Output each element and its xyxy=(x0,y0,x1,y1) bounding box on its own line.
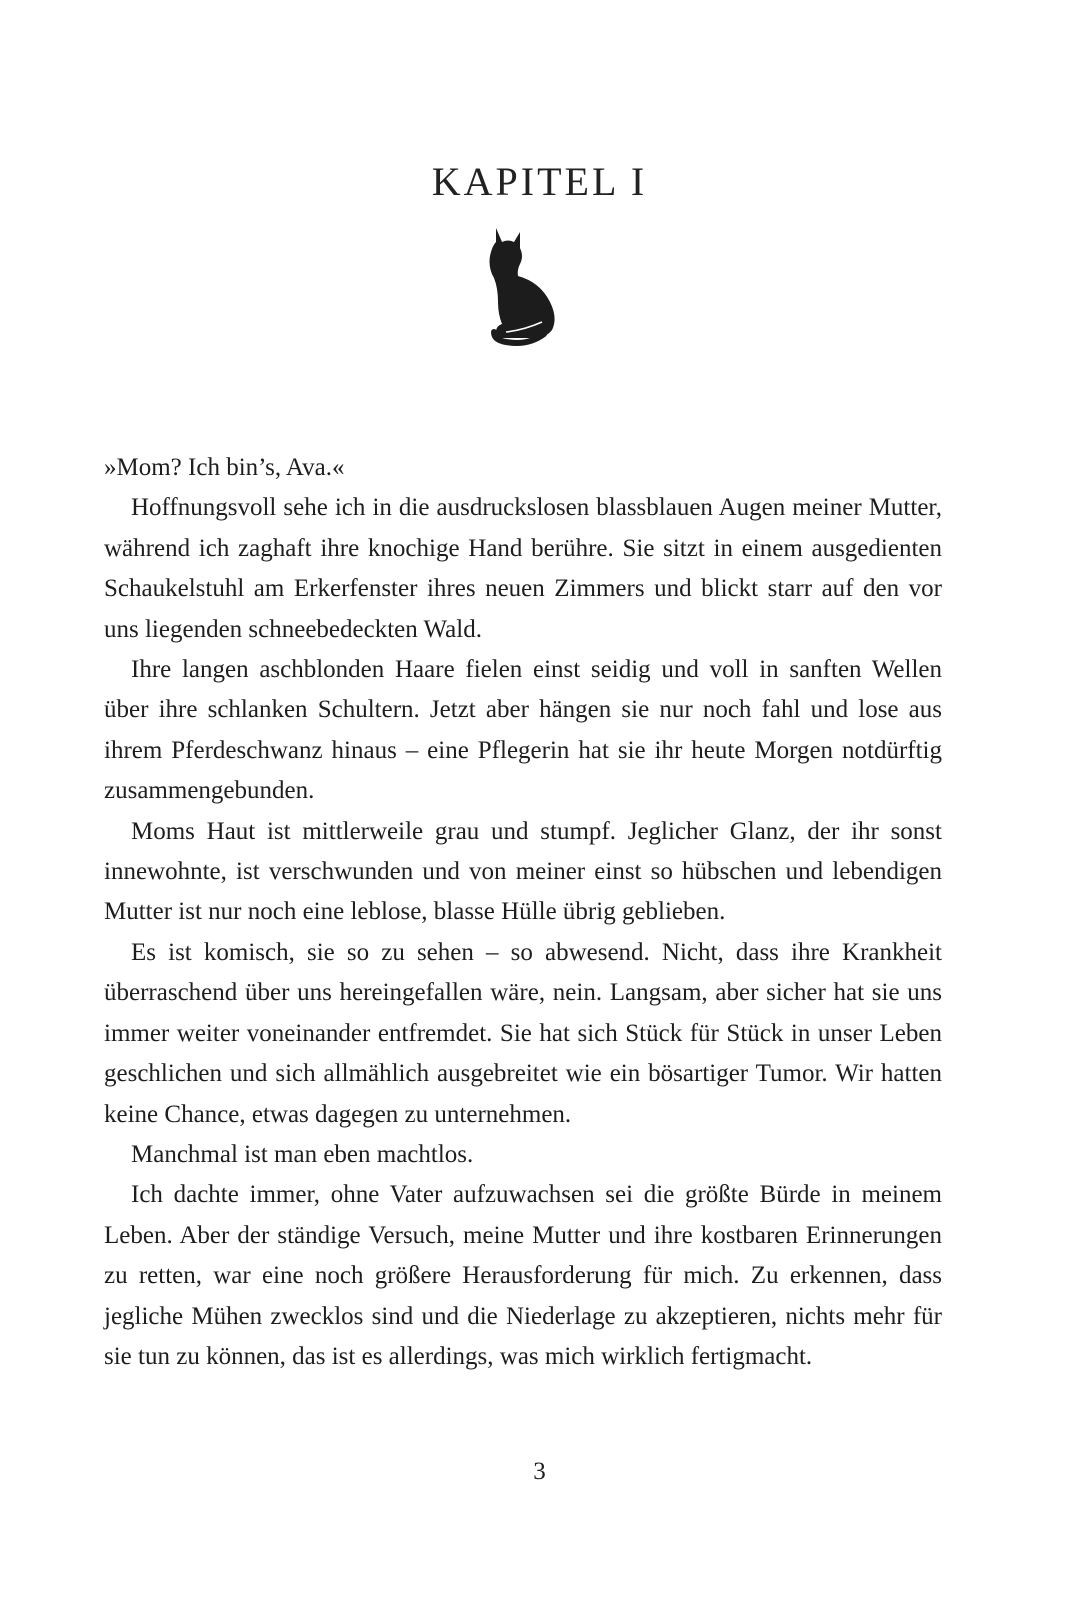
paragraph: Ihre langen aschblonden Haare fielen einst seidig und voll in sanften Wellen über ihre schlanken Schultern. Jetzt aber hängen sie nur noch fahl und lose aus ihrem Pferdeschwanz hinaus – eine Pflegerin hat sie ihr heute Morgen notdürftig zusammengebunden. xyxy=(104,656,942,805)
paragraph: Manchmal ist man eben machtlos. xyxy=(131,1140,474,1168)
chapter-body xyxy=(104,448,942,1377)
paragraph: Hoffnungsvoll sehe ich in die ausdruckslosen blassblauen Augen meiner Mutter, während ich zaghaft ihre knochige Hand berühre. Sie sitzt in einem ausgedienten Schaukelstuhl am Erkerfenster ihres neuen Zimmers und blickt starr auf den vor uns liegenden schneebedeckten Wald. xyxy=(104,494,942,643)
page-number: 3 xyxy=(533,1458,546,1485)
cat-silhouette-icon xyxy=(484,226,564,348)
paragraph: Es ist komisch, sie so zu sehen – so abwesend. Nicht, dass ihre Krankheit überraschend über uns hereingefallen wäre, nein. Langsam, aber sicher hat sie uns immer weiter voneinander entfremdet. Sie hat sich Stück für Stück in unser Leben geschlichen und sich allmählich ausgebreitet wie ein bösartiger Tumor. Wir hatten keine Chance, etwas dagegen zu unternehmen. xyxy=(104,938,942,1128)
paragraph: Moms Haut ist mittlerweile grau und stumpf. Jeglicher Glanz, der ihr sonst innewohnte, ist verschwunden und von meiner einst so hübschen und lebendigen Mutter ist nur noch eine leblose, blasse Hülle übrig geblieben. xyxy=(104,817,942,926)
paragraph: »Mom? Ich bin’s, Ava.« xyxy=(104,454,345,481)
paragraph: Ich dachte immer, ohne Vater aufzuwachsen sei die größte Bürde in meinem Leben. Aber der ständige Versuch, meine Mutter und ihre kostbaren Erinnerungen zu retten, war eine noch größere Herausforderung für mich. Zu erkennen, dass jegliche Mühen zwecklos sind und die Niederlage zu akzeptieren, nichts mehr für sie tun zu können, das ist es allerdings, was mich wirklich fertigmacht. xyxy=(104,1181,942,1370)
chapter-title: KAPITEL I xyxy=(431,159,648,204)
